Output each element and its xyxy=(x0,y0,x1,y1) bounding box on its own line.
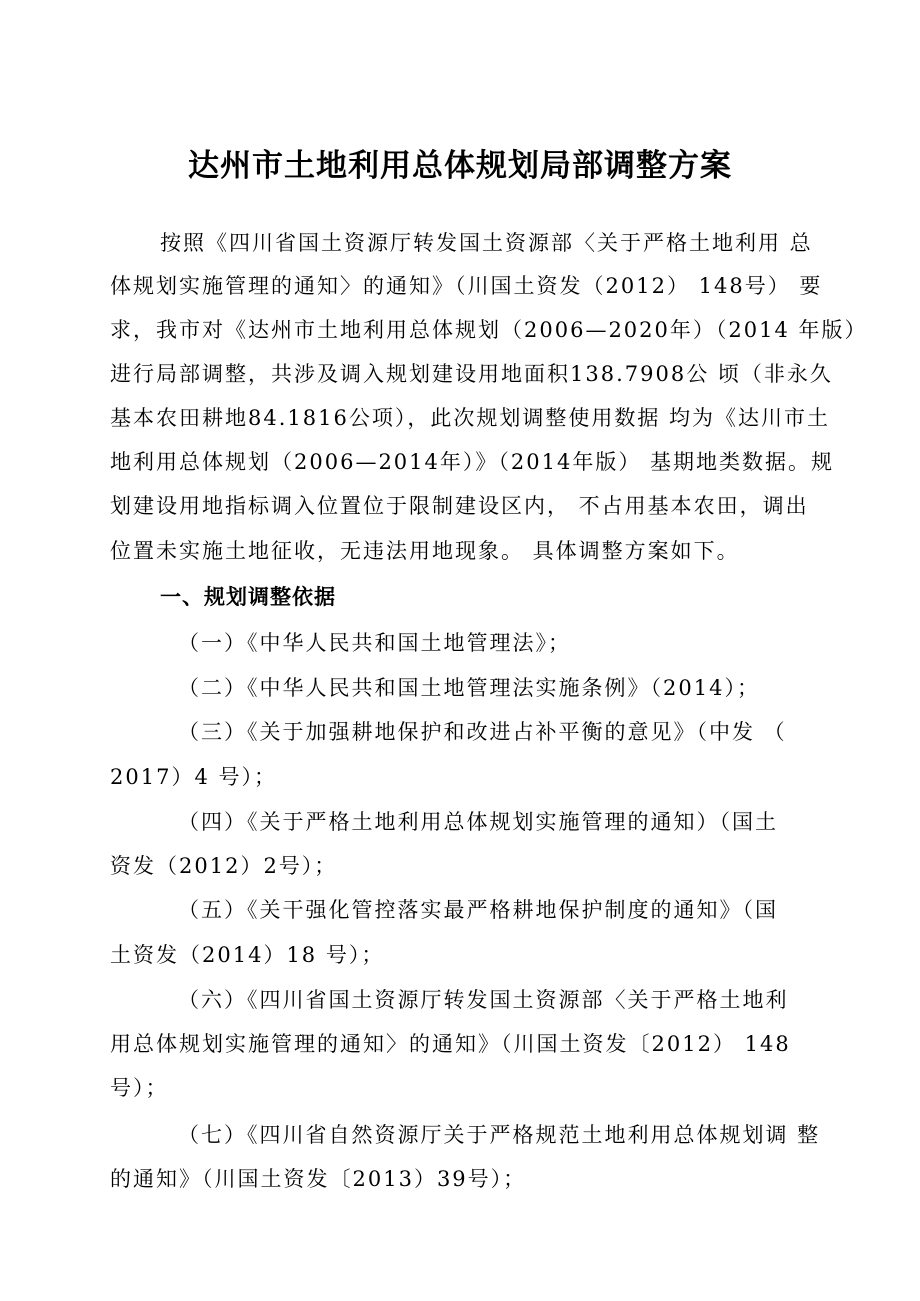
intro-line-6: 地利用总体规划（2006—2014年）》（2014年版） 基期地类数据。规 xyxy=(110,450,835,474)
basis-item-3-cont: 2017）4 号）； xyxy=(110,765,277,789)
basis-item-5: （五）《关干强化管控落实最严格耕地保护制度的通知》（国 xyxy=(178,898,778,922)
intro-line-4: 进行局部调整，共涉及调入规划建设用地面积138.7908公 顷（非永久 xyxy=(110,362,833,386)
basis-item-4-cont: 资发（2012）2号）； xyxy=(110,854,338,878)
section-heading: 一、规划调整依据 xyxy=(160,585,336,609)
intro-line-7: 划建设用地指标调入位置位于限制建设区内， 不占用基本农田，调出 xyxy=(110,494,809,518)
basis-item-6-end: 号）； xyxy=(110,1076,169,1100)
basis-item-2: （二）《中华人民共和国土地管理法实施条例》（2014）； xyxy=(178,676,760,700)
basis-item-4: （四）《关于严格土地利用总体规划实施管理的通知）（国土 xyxy=(178,810,778,834)
intro-line-3: 求，我市对《达州市土地利用总体规划（2006—2020年）（2014 年版） xyxy=(110,318,868,342)
basis-item-6-cont: 用总体规划实施管理的通知〉的通知》（川国土资发〔2012） 148 xyxy=(110,1032,791,1056)
intro-line-8: 位置未实施土地征收，无违法用地现象。 具体调整方案如下。 xyxy=(110,539,740,563)
basis-item-6: （六）《四川省国土资源厅转发国土资源部〈关于严格土地利 xyxy=(178,988,789,1012)
basis-item-3: （三）《关于加强耕地保护和改进占补平衡的意见》（中发 （ xyxy=(178,720,787,744)
intro-line-2: 体规划实施管理的通知〉的通知》（川国土资发（2012） 148号） 要 xyxy=(110,274,823,298)
document-title: 达州市土地利用总体规划局部调整方案 xyxy=(188,148,732,184)
basis-item-5-cont: 土资发（2014）18 号）； xyxy=(110,943,385,967)
basis-item-7: （七）《四川省自然资源厅关于严格规范土地利用总体规划调 整 xyxy=(178,1123,821,1147)
basis-item-1: （一）《中华人民共和国土地管理法》； xyxy=(178,631,571,655)
basis-item-7-cont: 的通知》（川国土资发〔2013）39号）； xyxy=(110,1167,527,1191)
intro-line-5: 基本农田耕地84.1816公项），此次规划调整使用数据 均为《达川市土 xyxy=(110,406,831,430)
intro-line-1: 按照《四川省国土资源厅转发国土资源部〈关于严格土地利用 总 xyxy=(160,231,813,255)
